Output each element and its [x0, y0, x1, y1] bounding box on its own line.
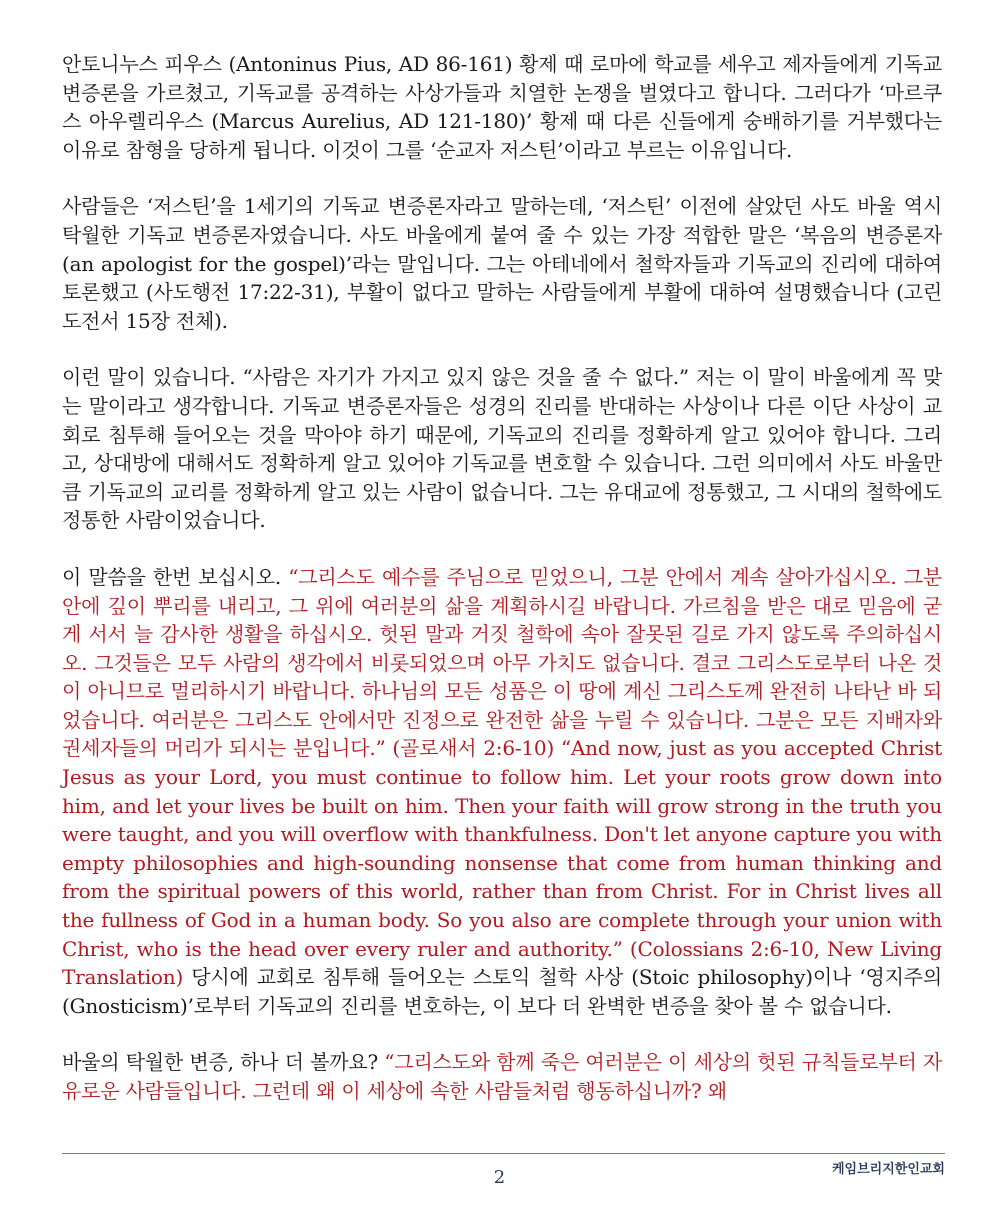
paragraph-justin-martyrdom: 안토니누스 피우스 (Antoninus Pius, AD 86-161) 황제 때 로마에 학교를 세우고 제자들에게 기독교 변증론을 가르쳤고, 기독교를 공격하는 사상가들과 치열한 논쟁을 벌였다고 합니다. 그러다가 ‘마르쿠스 아우렐리우스 (Marcus Aurelius, AD 121-180)’ 황제 때 다른 신들에게 숭배하기를 거부했다는 이유로 참형을 당하게 됩니다. 이것이 그를 ‘순교자 저스틴’이라고 부르는 이유입니다.: [62, 52, 942, 162]
church-name: 케임브리지한인교회: [831, 1162, 945, 1177]
colossians-quote: “그리스도 예수를 주님으로 믿었으니, 그분 안에서 계속 살아가십시오. 그분 안에 깊이 뿌리를 내리고, 그 위에 여러분의 삶을 계획하시길 바랍니다. 가르침을 받은 대로 믿음에 굳게 서서 늘 감사한 생활을 하십시오. 헛된 말과 거짓 철학에 속아 잘못된 길로 가지 않도록 주의하십시오. 그것들은 모두 사람의 생각에서 비롯되었으며 아무 가치도 없습니다. 결코 그리스도로부터 나온 것이 아니므로 멀리하시기 바랍니다. 하나님의 모든 성품은 이 땅에 계신 그리스도께 완전히 나타난 바 되었습니다. 여러분은 그리스도 안에서만 진정으로 완전한 삶을 누릴 수 있습니다. 그분은 모든 지배자와 권세자들의 머리가 되시는 분입니다.” (골로새서 2:6-10) “And now, just as you accepted Christ Jesus as your Lord, you must continue to follow him. Let your roots grow down into him, and let your lives be built on him. Then your faith will grow strong in the truth you were taught, and you will overflow with thankfulness. Don't let anyone capture you with empty philosophies and high-sounding nonsense that come from human thinking and from the spiritual powers of this world, rather than from Christ. For in Christ lives all the fullness of God in a human body. So you also are complete through your union with Christ, who is the head over every ruler and authority.” (Colossians 2:6-10, New Living Translation): [62, 564, 942, 990]
paragraph-paul-knowledge: 이런 말이 있습니다. “사람은 자기가 가지고 있지 않은 것을 줄 수 없다.” 저는 이 말이 바울에게 꼭 맞는 말이라고 생각합니다. 기독교 변증론자들은 성경의 진리를 반대하는 사상이나 다른 이단 사상이 교회로 침투해 들어오는 것을 막아야 하기 때문에, 기독교의 진리를 정확하게 알고 있어야 합니다. 그리고, 상대방에 대해서도 정확하게 알고 있어야 기독교를 변호할 수 있습니다. 그런 의미에서 사도 바울만큼 기독교의 교리를 정확하게 알고 있는 사람이 없습니다. 그는 유대교에 정통했고, 그 시대의 철학에도 정통한 사람이었습니다.: [62, 365, 942, 533]
paragraph-colossians: [62, 563, 942, 1021]
colossians-intro: 이 말씀을 한번 보십시오.: [62, 564, 289, 589]
paragraph-another-defense: [62, 1048, 942, 1105]
colossians-outro: 당시에 교회로 침투해 들어오는 스토익 철학 사상 (Stoic philosophy)이나 ‘영지주의 (Gnosticism)’로부터 기독교의 진리를 변호하는, 이 보다 더 완벽한 변증을 찾아 볼 수 없습니다.: [62, 965, 942, 1018]
page-number: 2: [493, 1167, 506, 1188]
page-body: [62, 50, 942, 1134]
another-defense-intro: 바울의 탁월한 변증, 하나 더 볼까요?: [62, 1050, 385, 1075]
footer-rule: [62, 1153, 945, 1154]
paragraph-paul-apologist: 사람들은 ‘저스틴’을 1세기의 기독교 변증론자라고 말하는데, ‘저스틴’ 이전에 살았던 사도 바울 역시 탁월한 기독교 변증론자였습니다. 사도 바울에게 붙여 줄 수 있는 가장 적합한 말은 ‘복음의 변증론자 (an apologist for the gospel)’라는 말입니다. 그는 아테네에서 철학자들과 기독교의 진리에 대하여 토론했고 (사도행전 17:22-31), 부활이 없다고 말하는 사람들에게 부활에 대하여 설명했습니다 (고린도전서 15장 전체).: [62, 194, 942, 333]
another-defense-quote: “그리스도와 함께 죽은 여러분은 이 세상의 헛된 규칙들로부터 자유로운 사람들입니다. 그런데 왜 이 세상에 속한 사람들처럼 행동하십니까? 왜: [62, 1050, 943, 1103]
